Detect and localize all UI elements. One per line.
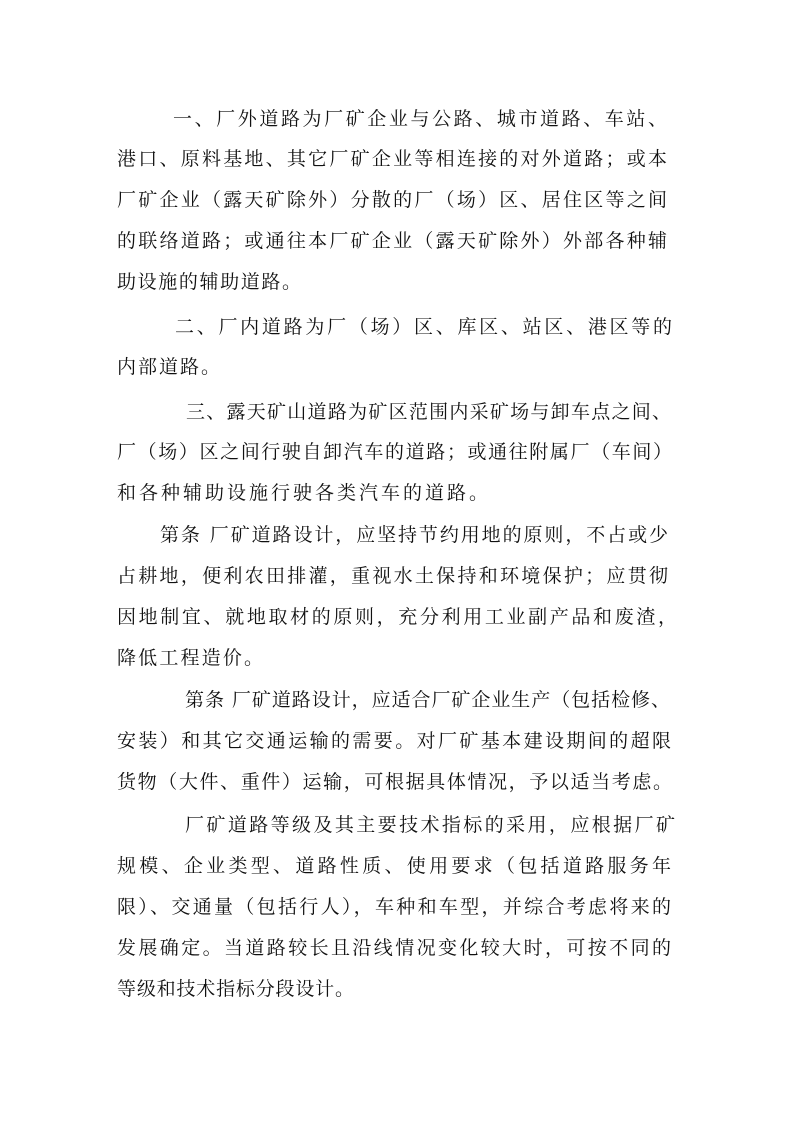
paragraph-4-line-2: 占耕地，便利农田排灌，重视水土保持和环境保护；应贯彻	[117, 565, 671, 587]
paragraph-1-line-3: 厂矿企业（露天矿除外）分散的厂（场）区、居住区等之间	[117, 189, 670, 211]
paragraph-3-line-2: 厂（场）区之间行驶自卸汽车的道路；或通往附属厂（车间）	[117, 441, 674, 463]
paragraph-6-line-1: 厂矿道路等级及其主要技术指标的采用，应根据厂矿	[185, 814, 678, 836]
paragraph-5-line-2: 安装）和其它交通运输的需要。对厂矿基本建设期间的超限	[117, 730, 674, 752]
paragraph-3-line-1: 三、露天矿山道路为矿区范围内采矿场与卸车点之间、	[186, 401, 673, 423]
paragraph-6-line-4: 发展确定。当道路较长且沿线情况变化较大时，可按不同的	[117, 937, 674, 959]
paragraph-4-line-4: 降低工程造价。	[117, 647, 266, 669]
paragraph-4-line-3: 因地制宜、就地取材的原则，充分利用工业副产品和废渣，	[117, 606, 680, 628]
paragraph-1-line-5: 助设施的辅助道路。	[117, 271, 303, 293]
paragraph-2-line-1: 二、厂内道路为厂（场）区、库区、站区、港区等的	[175, 316, 675, 338]
paragraph-3-line-3: 和各种辅助设施行驶各类汽车的道路。	[117, 482, 491, 504]
paragraph-2-line-2: 内部道路。	[117, 356, 222, 378]
paragraph-5-line-3: 货物（大件、重件）运输，可根据具体情况，予以适当考虑。	[117, 771, 674, 793]
paragraph-1-line-4: 的联络道路；或通往本厂矿企业（露天矿除外）外部各种辅	[117, 230, 670, 252]
paragraph-5-line-1: 第条 厂矿道路设计，应适合厂矿企业生产（包括检修、	[185, 689, 671, 711]
paragraph-6-line-5: 等级和技术指标分段设计。	[117, 978, 355, 1000]
paragraph-4-line-1: 第条 厂矿道路设计，应坚持节约用地的原则，不占或少	[160, 524, 670, 546]
paragraph-6-line-2: 规模、企业类型、道路性质、使用要求（包括道路服务年	[117, 855, 675, 877]
paragraph-1-line-2: 港口、原料基地、其它厂矿企业等相连接的对外道路；或本	[117, 148, 670, 170]
paragraph-1-line-1: 一、厂外道路为厂矿企业与公路、城市道路、车站、	[173, 108, 670, 130]
paragraph-6-line-3: 限）、交通量（包括行人），车种和车型，并综合考虑将来的	[117, 896, 674, 918]
